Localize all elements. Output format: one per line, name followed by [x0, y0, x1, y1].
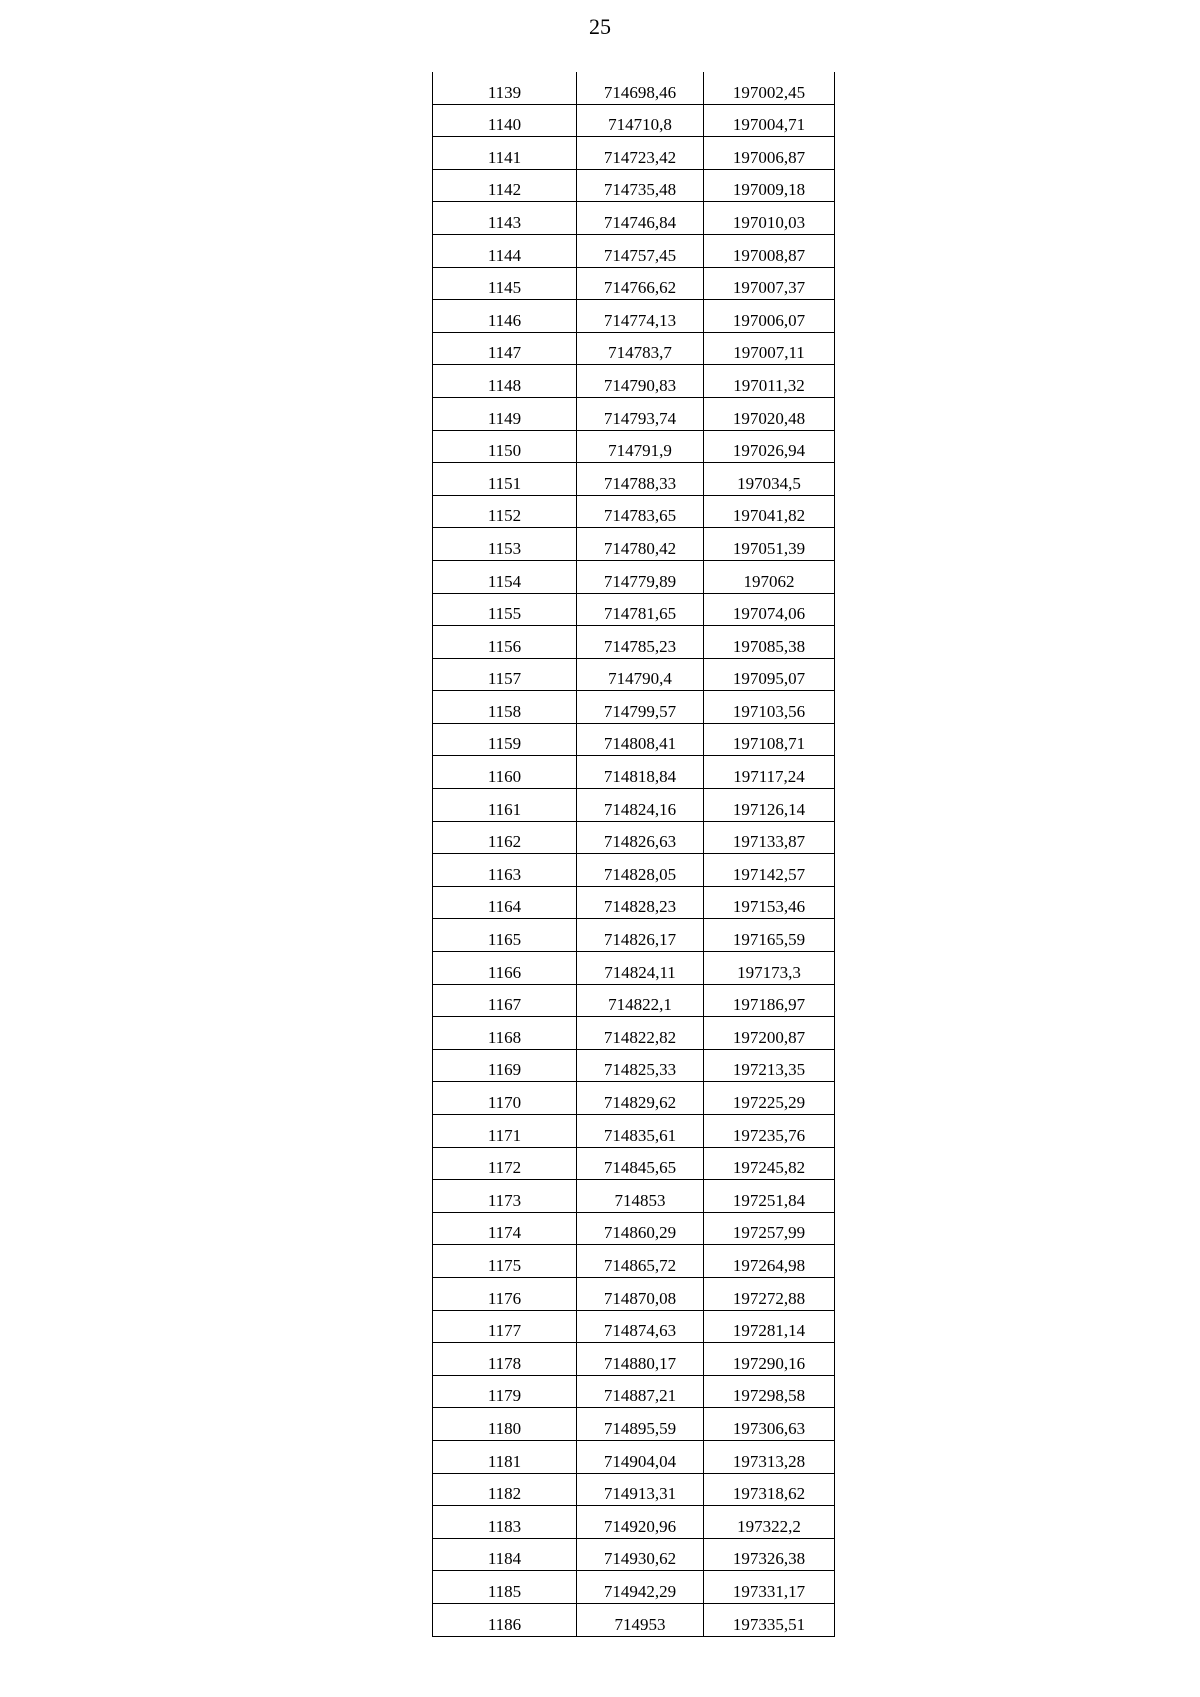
y-coordinate-cell: 197298,58	[704, 1375, 835, 1408]
table-row	[433, 1277, 835, 1310]
y-coordinate-cell: 197326,38	[704, 1538, 835, 1571]
y-coordinate-cell: 197026,94	[704, 430, 835, 463]
point-number-cell: 1140	[433, 104, 577, 137]
point-number-cell: 1160	[433, 756, 577, 789]
x-coordinate-cell: 714826,17	[577, 919, 704, 952]
x-coordinate-cell: 714865,72	[577, 1245, 704, 1278]
point-number-cell: 1166	[433, 952, 577, 985]
x-coordinate-cell: 714757,45	[577, 234, 704, 267]
table-row	[433, 169, 835, 202]
point-number-cell: 1186	[433, 1603, 577, 1636]
table-row	[433, 1082, 835, 1115]
y-coordinate-cell: 197103,56	[704, 691, 835, 724]
point-number-cell: 1180	[433, 1408, 577, 1441]
table-row	[433, 1473, 835, 1506]
x-coordinate-cell: 714860,29	[577, 1212, 704, 1245]
y-coordinate-cell: 197011,32	[704, 365, 835, 398]
y-coordinate-cell: 197173,3	[704, 952, 835, 985]
x-coordinate-cell: 714774,13	[577, 300, 704, 333]
table-row	[433, 365, 835, 398]
x-coordinate-cell: 714825,33	[577, 1049, 704, 1082]
table-row	[433, 854, 835, 887]
x-coordinate-cell: 714828,05	[577, 854, 704, 887]
x-coordinate-cell: 714853	[577, 1180, 704, 1213]
y-coordinate-cell: 197085,38	[704, 626, 835, 659]
point-number-cell: 1177	[433, 1310, 577, 1343]
point-number-cell: 1141	[433, 137, 577, 170]
table-row	[433, 821, 835, 854]
y-coordinate-cell: 197126,14	[704, 789, 835, 822]
x-coordinate-cell: 714779,89	[577, 560, 704, 593]
x-coordinate-cell: 714818,84	[577, 756, 704, 789]
x-coordinate-cell: 714835,61	[577, 1115, 704, 1148]
point-number-cell: 1153	[433, 528, 577, 561]
point-number-cell: 1173	[433, 1180, 577, 1213]
table-row	[433, 593, 835, 626]
point-number-cell: 1171	[433, 1115, 577, 1148]
x-coordinate-cell: 714828,23	[577, 886, 704, 919]
x-coordinate-cell: 714723,42	[577, 137, 704, 170]
x-coordinate-cell: 714920,96	[577, 1506, 704, 1539]
table-row	[433, 1310, 835, 1343]
y-coordinate-cell: 197313,28	[704, 1440, 835, 1473]
table-row	[433, 691, 835, 724]
x-coordinate-cell: 714824,16	[577, 789, 704, 822]
point-number-cell: 1182	[433, 1473, 577, 1506]
x-coordinate-cell: 714785,23	[577, 626, 704, 659]
x-coordinate-cell: 714783,7	[577, 332, 704, 365]
point-number-cell: 1170	[433, 1082, 577, 1115]
point-number-cell: 1168	[433, 1017, 577, 1050]
y-coordinate-cell: 197290,16	[704, 1343, 835, 1376]
point-number-cell: 1146	[433, 300, 577, 333]
point-number-cell: 1169	[433, 1049, 577, 1082]
x-coordinate-cell: 714793,74	[577, 397, 704, 430]
point-number-cell: 1174	[433, 1212, 577, 1245]
x-coordinate-cell: 714790,83	[577, 365, 704, 398]
y-coordinate-cell: 197331,17	[704, 1571, 835, 1604]
table-row	[433, 1506, 835, 1539]
y-coordinate-cell: 197009,18	[704, 169, 835, 202]
table-row	[433, 1603, 835, 1636]
table-row	[433, 234, 835, 267]
x-coordinate-cell: 714845,65	[577, 1147, 704, 1180]
x-coordinate-cell: 714829,62	[577, 1082, 704, 1115]
table-row	[433, 1538, 835, 1571]
table-row	[433, 1343, 835, 1376]
point-number-cell: 1158	[433, 691, 577, 724]
y-coordinate-cell: 197034,5	[704, 463, 835, 496]
x-coordinate-cell: 714710,8	[577, 104, 704, 137]
table-row	[433, 397, 835, 430]
table-row	[433, 528, 835, 561]
x-coordinate-cell: 714799,57	[577, 691, 704, 724]
table-row	[433, 137, 835, 170]
x-coordinate-cell: 714880,17	[577, 1343, 704, 1376]
point-number-cell: 1152	[433, 495, 577, 528]
y-coordinate-cell: 197002,45	[704, 72, 835, 104]
y-coordinate-cell: 197257,99	[704, 1212, 835, 1245]
y-coordinate-cell: 197006,07	[704, 300, 835, 333]
table-row	[433, 300, 835, 333]
x-coordinate-cell: 714783,65	[577, 495, 704, 528]
y-coordinate-cell: 197142,57	[704, 854, 835, 887]
table-row	[433, 1147, 835, 1180]
page-number: 25	[589, 14, 611, 39]
table-row	[433, 789, 835, 822]
coordinates-table-body	[433, 72, 835, 1636]
y-coordinate-cell: 197041,82	[704, 495, 835, 528]
table-row	[433, 1571, 835, 1604]
point-number-cell: 1185	[433, 1571, 577, 1604]
x-coordinate-cell: 714746,84	[577, 202, 704, 235]
y-coordinate-cell: 197264,98	[704, 1245, 835, 1278]
point-number-cell: 1161	[433, 789, 577, 822]
point-number-cell: 1179	[433, 1375, 577, 1408]
point-number-cell: 1151	[433, 463, 577, 496]
x-coordinate-cell: 714887,21	[577, 1375, 704, 1408]
table-row	[433, 202, 835, 235]
table-row	[433, 1049, 835, 1082]
table-row	[433, 430, 835, 463]
point-number-cell: 1157	[433, 658, 577, 691]
y-coordinate-cell: 197153,46	[704, 886, 835, 919]
table-row	[433, 756, 835, 789]
point-number-cell: 1154	[433, 560, 577, 593]
x-coordinate-cell: 714822,1	[577, 984, 704, 1017]
x-coordinate-cell: 714942,29	[577, 1571, 704, 1604]
x-coordinate-cell: 714781,65	[577, 593, 704, 626]
table-row	[433, 463, 835, 496]
y-coordinate-cell: 197251,84	[704, 1180, 835, 1213]
x-coordinate-cell: 714698,46	[577, 72, 704, 104]
point-number-cell: 1147	[433, 332, 577, 365]
point-number-cell: 1172	[433, 1147, 577, 1180]
point-number-cell: 1139	[433, 72, 577, 104]
table-row	[433, 984, 835, 1017]
coordinates-table	[432, 72, 835, 1637]
y-coordinate-cell: 197051,39	[704, 528, 835, 561]
point-number-cell: 1159	[433, 723, 577, 756]
point-number-cell: 1150	[433, 430, 577, 463]
x-coordinate-cell: 714953	[577, 1603, 704, 1636]
y-coordinate-cell: 197095,07	[704, 658, 835, 691]
table-row	[433, 1212, 835, 1245]
point-number-cell: 1148	[433, 365, 577, 398]
x-coordinate-cell: 714788,33	[577, 463, 704, 496]
point-number-cell: 1183	[433, 1506, 577, 1539]
point-number-cell: 1176	[433, 1277, 577, 1310]
x-coordinate-cell: 714824,11	[577, 952, 704, 985]
y-coordinate-cell: 197133,87	[704, 821, 835, 854]
y-coordinate-cell: 197272,88	[704, 1277, 835, 1310]
y-coordinate-cell: 197281,14	[704, 1310, 835, 1343]
point-number-cell: 1163	[433, 854, 577, 887]
table-row	[433, 332, 835, 365]
table-row	[433, 72, 835, 104]
y-coordinate-cell: 197010,03	[704, 202, 835, 235]
table-row	[433, 1017, 835, 1050]
y-coordinate-cell: 197235,76	[704, 1115, 835, 1148]
table-row	[433, 723, 835, 756]
y-coordinate-cell: 197006,87	[704, 137, 835, 170]
point-number-cell: 1164	[433, 886, 577, 919]
table-row	[433, 495, 835, 528]
y-coordinate-cell: 197186,97	[704, 984, 835, 1017]
table-row	[433, 919, 835, 952]
point-number-cell: 1145	[433, 267, 577, 300]
point-number-cell: 1142	[433, 169, 577, 202]
x-coordinate-cell: 714895,59	[577, 1408, 704, 1441]
point-number-cell: 1184	[433, 1538, 577, 1571]
point-number-cell: 1167	[433, 984, 577, 1017]
point-number-cell: 1144	[433, 234, 577, 267]
y-coordinate-cell: 197245,82	[704, 1147, 835, 1180]
x-coordinate-cell: 714791,9	[577, 430, 704, 463]
point-number-cell: 1162	[433, 821, 577, 854]
table-row	[433, 267, 835, 300]
table-row	[433, 1408, 835, 1441]
table-row	[433, 1115, 835, 1148]
x-coordinate-cell: 714735,48	[577, 169, 704, 202]
y-coordinate-cell: 197007,11	[704, 332, 835, 365]
table-row	[433, 1375, 835, 1408]
y-coordinate-cell: 197306,63	[704, 1408, 835, 1441]
point-number-cell: 1178	[433, 1343, 577, 1376]
table-row	[433, 626, 835, 659]
point-number-cell: 1175	[433, 1245, 577, 1278]
table-row	[433, 886, 835, 919]
x-coordinate-cell: 714874,63	[577, 1310, 704, 1343]
y-coordinate-cell: 197200,87	[704, 1017, 835, 1050]
x-coordinate-cell: 714930,62	[577, 1538, 704, 1571]
point-number-cell: 1149	[433, 397, 577, 430]
y-coordinate-cell: 197165,59	[704, 919, 835, 952]
y-coordinate-cell: 197213,35	[704, 1049, 835, 1082]
y-coordinate-cell: 197020,48	[704, 397, 835, 430]
table-row	[433, 1180, 835, 1213]
y-coordinate-cell: 197225,29	[704, 1082, 835, 1115]
x-coordinate-cell: 714904,04	[577, 1440, 704, 1473]
x-coordinate-cell: 714766,62	[577, 267, 704, 300]
y-coordinate-cell: 197318,62	[704, 1473, 835, 1506]
y-coordinate-cell: 197117,24	[704, 756, 835, 789]
x-coordinate-cell: 714822,82	[577, 1017, 704, 1050]
x-coordinate-cell: 714780,42	[577, 528, 704, 561]
point-number-cell: 1143	[433, 202, 577, 235]
y-coordinate-cell: 197007,37	[704, 267, 835, 300]
x-coordinate-cell: 714913,31	[577, 1473, 704, 1506]
x-coordinate-cell: 714790,4	[577, 658, 704, 691]
x-coordinate-cell: 714826,63	[577, 821, 704, 854]
y-coordinate-cell: 197335,51	[704, 1603, 835, 1636]
table-row	[433, 1245, 835, 1278]
point-number-cell: 1155	[433, 593, 577, 626]
table-row	[433, 952, 835, 985]
point-number-cell: 1156	[433, 626, 577, 659]
table-row	[433, 1440, 835, 1473]
y-coordinate-cell: 197004,71	[704, 104, 835, 137]
y-coordinate-cell: 197008,87	[704, 234, 835, 267]
x-coordinate-cell: 714870,08	[577, 1277, 704, 1310]
y-coordinate-cell: 197074,06	[704, 593, 835, 626]
y-coordinate-cell: 197322,2	[704, 1506, 835, 1539]
y-coordinate-cell: 197108,71	[704, 723, 835, 756]
point-number-cell: 1165	[433, 919, 577, 952]
table-row	[433, 104, 835, 137]
table-row	[433, 658, 835, 691]
x-coordinate-cell: 714808,41	[577, 723, 704, 756]
table-row	[433, 560, 835, 593]
point-number-cell: 1181	[433, 1440, 577, 1473]
y-coordinate-cell: 197062	[704, 560, 835, 593]
